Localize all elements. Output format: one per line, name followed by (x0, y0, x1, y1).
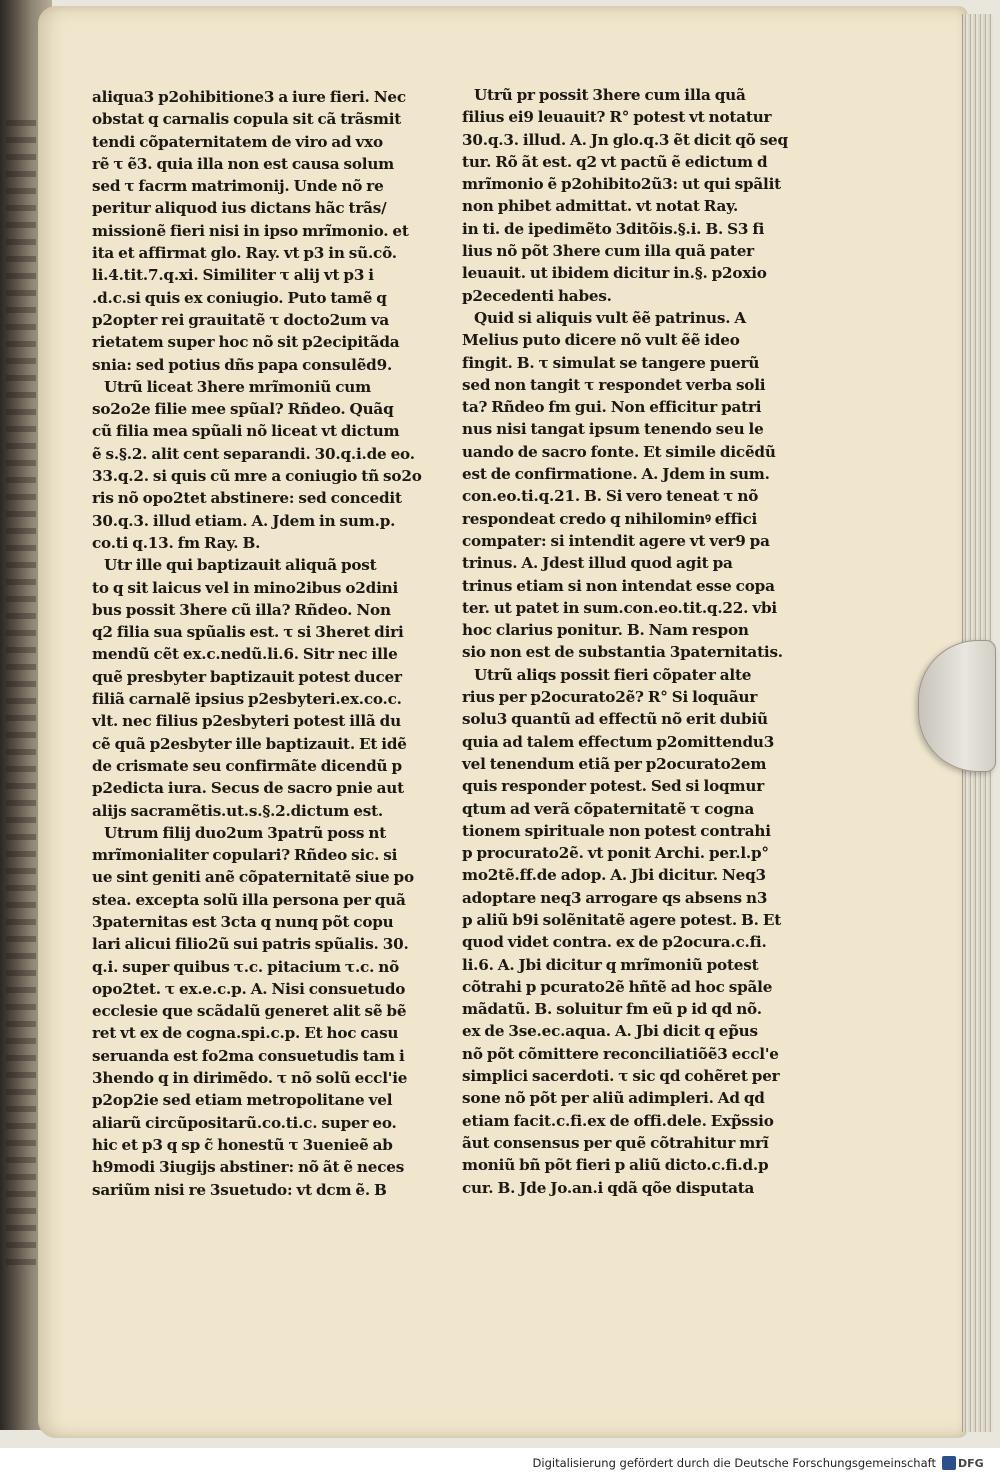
left-column-line: li.4.tit.7.q.xi. Similiter τ alij vt p3 i (92, 266, 374, 285)
footer-credit: Digitalisierung gefördert durch die Deutsche Forschungsgemeinschaft (532, 1456, 936, 1470)
right-column-line: respondeat credo q nihilominꝰ effici (462, 509, 758, 528)
right-column-line: est de confirmatione. A. Jdem in sum. (462, 465, 770, 484)
right-column-line: p aliũ b9i solẽnitatẽ agere potest. B. Et (462, 910, 782, 929)
left-column-line: hic et p3 q sp c̃ honestũ τ 3uenieẽ ab (92, 1135, 393, 1154)
right-column-line: nus nisi tangat ipsum tenendo seu le (462, 420, 764, 439)
left-column-line: Utrum filij duo2um 3patrũ poss nt (104, 823, 387, 842)
right-column-line: qtum ad verã cõpaternitatẽ τ cogna (462, 799, 755, 818)
right-column-line: tionem spirituale non potest contrahi (462, 821, 771, 840)
left-column-line: p2op2ie sed etiam metropolitane vel (92, 1091, 393, 1110)
right-column-line: Utrũ aliqs possit fieri cõpater alte (474, 665, 752, 684)
right-column-line: rius per p2ocurato2ẽ? R° Si loquãur (462, 688, 758, 707)
left-column-line: quẽ presbyter baptizauit potest ducer (92, 667, 402, 686)
left-column-line: bus possit 3here cũ illa? Rñdeo. Non (92, 600, 391, 619)
right-column-line: solu3 quantũ ad effectũ nõ erit dubiũ (462, 710, 768, 729)
right-column-line: ter. ut patet in sum.con.eo.tit.q.22. vbi (462, 598, 777, 617)
right-column-line: fingit. B. τ simulat se tangere puerũ (462, 353, 760, 372)
right-column-line: ex de 3se.ec.aqua. A. Jbi dicit q ep̃us (462, 1022, 758, 1041)
right-column-line: sio non est de substantia 3paternitatis. (462, 643, 783, 662)
left-column-line: tendi cõpaternitatem de viro ad vxo (92, 132, 383, 151)
left-column-line: sariũm nisi re 3suetudo: vt dcm ẽ. B (92, 1180, 387, 1199)
left-column-line: h9modi 3iugijs abstiner: nõ ãt ẽ neces (92, 1158, 405, 1177)
right-column-line: Melius puto dicere nõ vult ẽẽ ideo (462, 331, 740, 350)
left-column-line: stea. excepta solũ illa persona per quã (92, 890, 406, 909)
right-column-line: etiam facit.c.fi.ex de offi.dele. Exp̃ssio (462, 1111, 774, 1130)
right-column-line: compater: si intendit agere vt ver9 pa (462, 531, 770, 550)
facing-page-text-sliver (6, 120, 36, 1270)
right-column-line: p procurato2ẽ. vt ponit Archi. per.l.p° (462, 844, 769, 863)
left-column-line: q.i. super quibus τ.c. pitacium τ.c. nõ (92, 957, 400, 976)
left-column-line: de crismate seu confirmãte dicendũ p (92, 756, 402, 775)
left-column-line: opo2tet. τ ex.e.c.p. A. Nisi consuetudo (92, 979, 406, 998)
right-column-line: li.6. A. Jbi dicitur q mrĩmoniũ potest (462, 955, 759, 974)
left-column-line: mendũ cẽt ex.c.nedũ.li.6. Sitr nec ille (92, 645, 398, 664)
left-column-line: q2 filia sua spũalis est. τ si 3heret diri (92, 623, 404, 642)
left-column-line: filiã carnalẽ ipsius p2esbyteri.ex.co.c. (92, 690, 402, 709)
right-column-line: con.eo.ti.q.21. B. Si vero teneat τ nõ (462, 487, 759, 506)
left-column-line: ret vt ex de cogna.spi.c.p. Et hoc casu (92, 1024, 399, 1043)
left-column-line: seruanda est fo2ma consuetudis tam i (92, 1046, 405, 1065)
right-column-line: nõ põt cõmittere reconciliatiõẽ3 eccl'e (462, 1044, 779, 1063)
text-column-right (462, 84, 792, 1199)
left-column-line: mrĩmonialiter copulari? Rñdeo sic. si (92, 846, 398, 865)
left-column-line: rẽ τ ẽ3. quia illa non est causa solum (92, 154, 395, 173)
left-column-line: aliqua3 p2ohibitione3 a iure fieri. Nec (92, 88, 406, 106)
dfg-logo-icon (942, 1456, 956, 1470)
right-column-line: lius nõ põt 3here cum illa quã pater (462, 242, 754, 261)
left-column-line: so2o2e filie mee spũal? Rñdeo. Quãq (92, 400, 394, 419)
left-column-line: to q sit laicus vel in mino2ibus o2dini (92, 578, 399, 597)
left-column-line: p2edicta iura. Secus de sacro pnie aut (92, 779, 404, 798)
right-column-line: mrĩmonio ẽ p2ohibito2ũ3: ut qui spãlit (462, 175, 781, 194)
right-column-line: quod videt contra. ex de p2ocura.c.fi. (462, 933, 767, 952)
left-column-line: ita et affirmat glo. Ray. vt p3 in sũ.cõ. (92, 244, 397, 263)
digitization-footer (0, 1448, 1000, 1480)
left-column-line: p2opter rei grauitatẽ τ docto2um va (92, 310, 390, 329)
left-column-line: ris nõ opo2tet abstinere: sed concedit (92, 489, 402, 508)
left-column-line: cũ filia mea spũali nõ liceat vt dictum (92, 422, 400, 441)
right-column-line: tur. Rõ ãt est. q2 vt pactũ ẽ edictum d (462, 152, 768, 171)
right-column-line: sed non tangit τ respondet verba soli (462, 375, 766, 394)
right-column-line: cur. B. Jde Jo.an.i qdã qõe disputata (462, 1178, 755, 1197)
right-column-line: mo2tẽ.ff.de adop. A. Jbi dicitur. Neq3 (462, 866, 766, 885)
dfg-logo (942, 1454, 992, 1472)
left-column-line: missionẽ fieri nisi in ipso mrĩmonio. et (92, 221, 409, 240)
right-column-line: mãdatũ. B. soluitur fm eũ p id qd nõ. (462, 1000, 762, 1019)
left-column-line: ecclesie que scãdalũ generet alit sẽ bẽ (92, 1002, 407, 1021)
left-column-line: Utrũ liceat 3here mrĩmoniũ cum (104, 377, 371, 396)
left-column-line: rietatem super hoc nõ sit p2ecipitãda (92, 333, 400, 352)
right-column-line: ta? Rñdeo fm gui. Non efficitur patri (462, 398, 762, 417)
left-column-line: ẽ s.§.2. alit cent separandi. 30.q.i.de eo. (92, 444, 415, 463)
dfg-logo-text: DFG (958, 1456, 984, 1470)
right-column-line: cõtrahi p pcurato2ẽ hñtẽ ad hoc spãle (462, 977, 773, 996)
right-column-line: hoc clarius ponitur. B. Nam respon (462, 621, 749, 640)
left-column-line: sed τ facrm matrimonij. Unde nõ re (92, 177, 384, 196)
right-column-line: in ti. de ipedimẽto 3ditõis.§.i. B. S3 fi (462, 219, 765, 238)
left-column-line: 3paternitas est 3cta q nunq põt copu (92, 912, 394, 931)
left-column-line: alijs sacramẽtis.ut.s.§.2.dictum est. (92, 801, 383, 820)
left-column-line: cẽ quã p2esbyter ille baptizauit. Et idẽ (92, 734, 407, 753)
left-column-line: vlt. nec filius p2esbyteri potest illã du (92, 712, 401, 731)
right-column-line: vel tenendum etiã per p2ocurato2em (462, 754, 767, 773)
right-column-line: filius ei9 leuauit? R° potest vt notatur (462, 108, 772, 127)
text-column-left (92, 86, 432, 1201)
left-column-line: 30.q.3. illud etiam. A. Jdem in sum.p. (92, 511, 396, 530)
right-column-line: moniũ bñ põt fieri p aliũ dicto.c.fi.d.p (462, 1156, 769, 1175)
right-column-line: adoptare neq3 arrogare qs absens n3 (462, 888, 768, 907)
left-column-line: Utr ille qui baptizauit aliquã post (104, 556, 377, 575)
right-column-line: non phibet admittat. vt notat Ray. (462, 197, 739, 216)
right-column-line: sone nõ põt per aliũ adimpleri. Ad qd (462, 1089, 765, 1108)
left-column-line: co.ti q.13. fm Ray. B. (92, 533, 261, 552)
left-column-line: ue sint geniti anẽ cõpaternitatẽ siue po (92, 868, 414, 887)
left-column-line: aliarũ circũpositarũ.co.ti.c. super eo. (92, 1113, 397, 1132)
right-column-line: trinus. A. Jdest illud quod agit pa (462, 554, 733, 573)
right-column-line: trinus etiam si non intendat esse copa (462, 576, 775, 595)
right-column-line: Utrũ pr possit 3here cum illa quã (474, 86, 746, 104)
right-column-line: 30.q.3. illud. A. Jn glo.q.3 ẽt dicit qõ seq (462, 130, 788, 149)
left-column-line: lari alicui filio2ũ sui patris spũalis. 30. (92, 935, 409, 954)
left-column-line: 33.q.2. si quis cũ mre a coniugio tñ so2o (92, 467, 422, 486)
left-column-line: obstat q carnalis copula sit cã trãsmit (92, 110, 402, 129)
right-column-line: quis responder potest. Sed si loqmur (462, 777, 764, 796)
right-column-line: p2ecedenti habes. (462, 286, 612, 305)
right-column-line: simplici sacerdoti. τ sic qd cohẽret per (462, 1067, 780, 1086)
left-column-line: .d.c.si quis ex coniugio. Puto tamẽ q (92, 288, 387, 307)
left-column-line: 3hendo q in dirimẽdo. τ nõ solũ eccl'ie (92, 1069, 408, 1088)
right-column-line: Quid si aliquis vult ẽẽ patrinus. A (474, 308, 746, 327)
left-column-line: peritur aliquod ius dictans hãc trãs/ (92, 199, 387, 218)
right-column-line: leuauit. ut ibidem dicitur in.§. p2oxio (462, 264, 767, 283)
right-column-line: quia ad talem effectum p2omittendu3 (462, 732, 775, 751)
right-column-line: ãut consensus per quẽ cõtrahitur mrĩ (462, 1133, 769, 1152)
right-column-line: uando de sacro fonte. Et simile dicẽdũ (462, 442, 776, 461)
left-column-line: snia: sed potius dñs papa consulẽd9. (92, 355, 393, 374)
